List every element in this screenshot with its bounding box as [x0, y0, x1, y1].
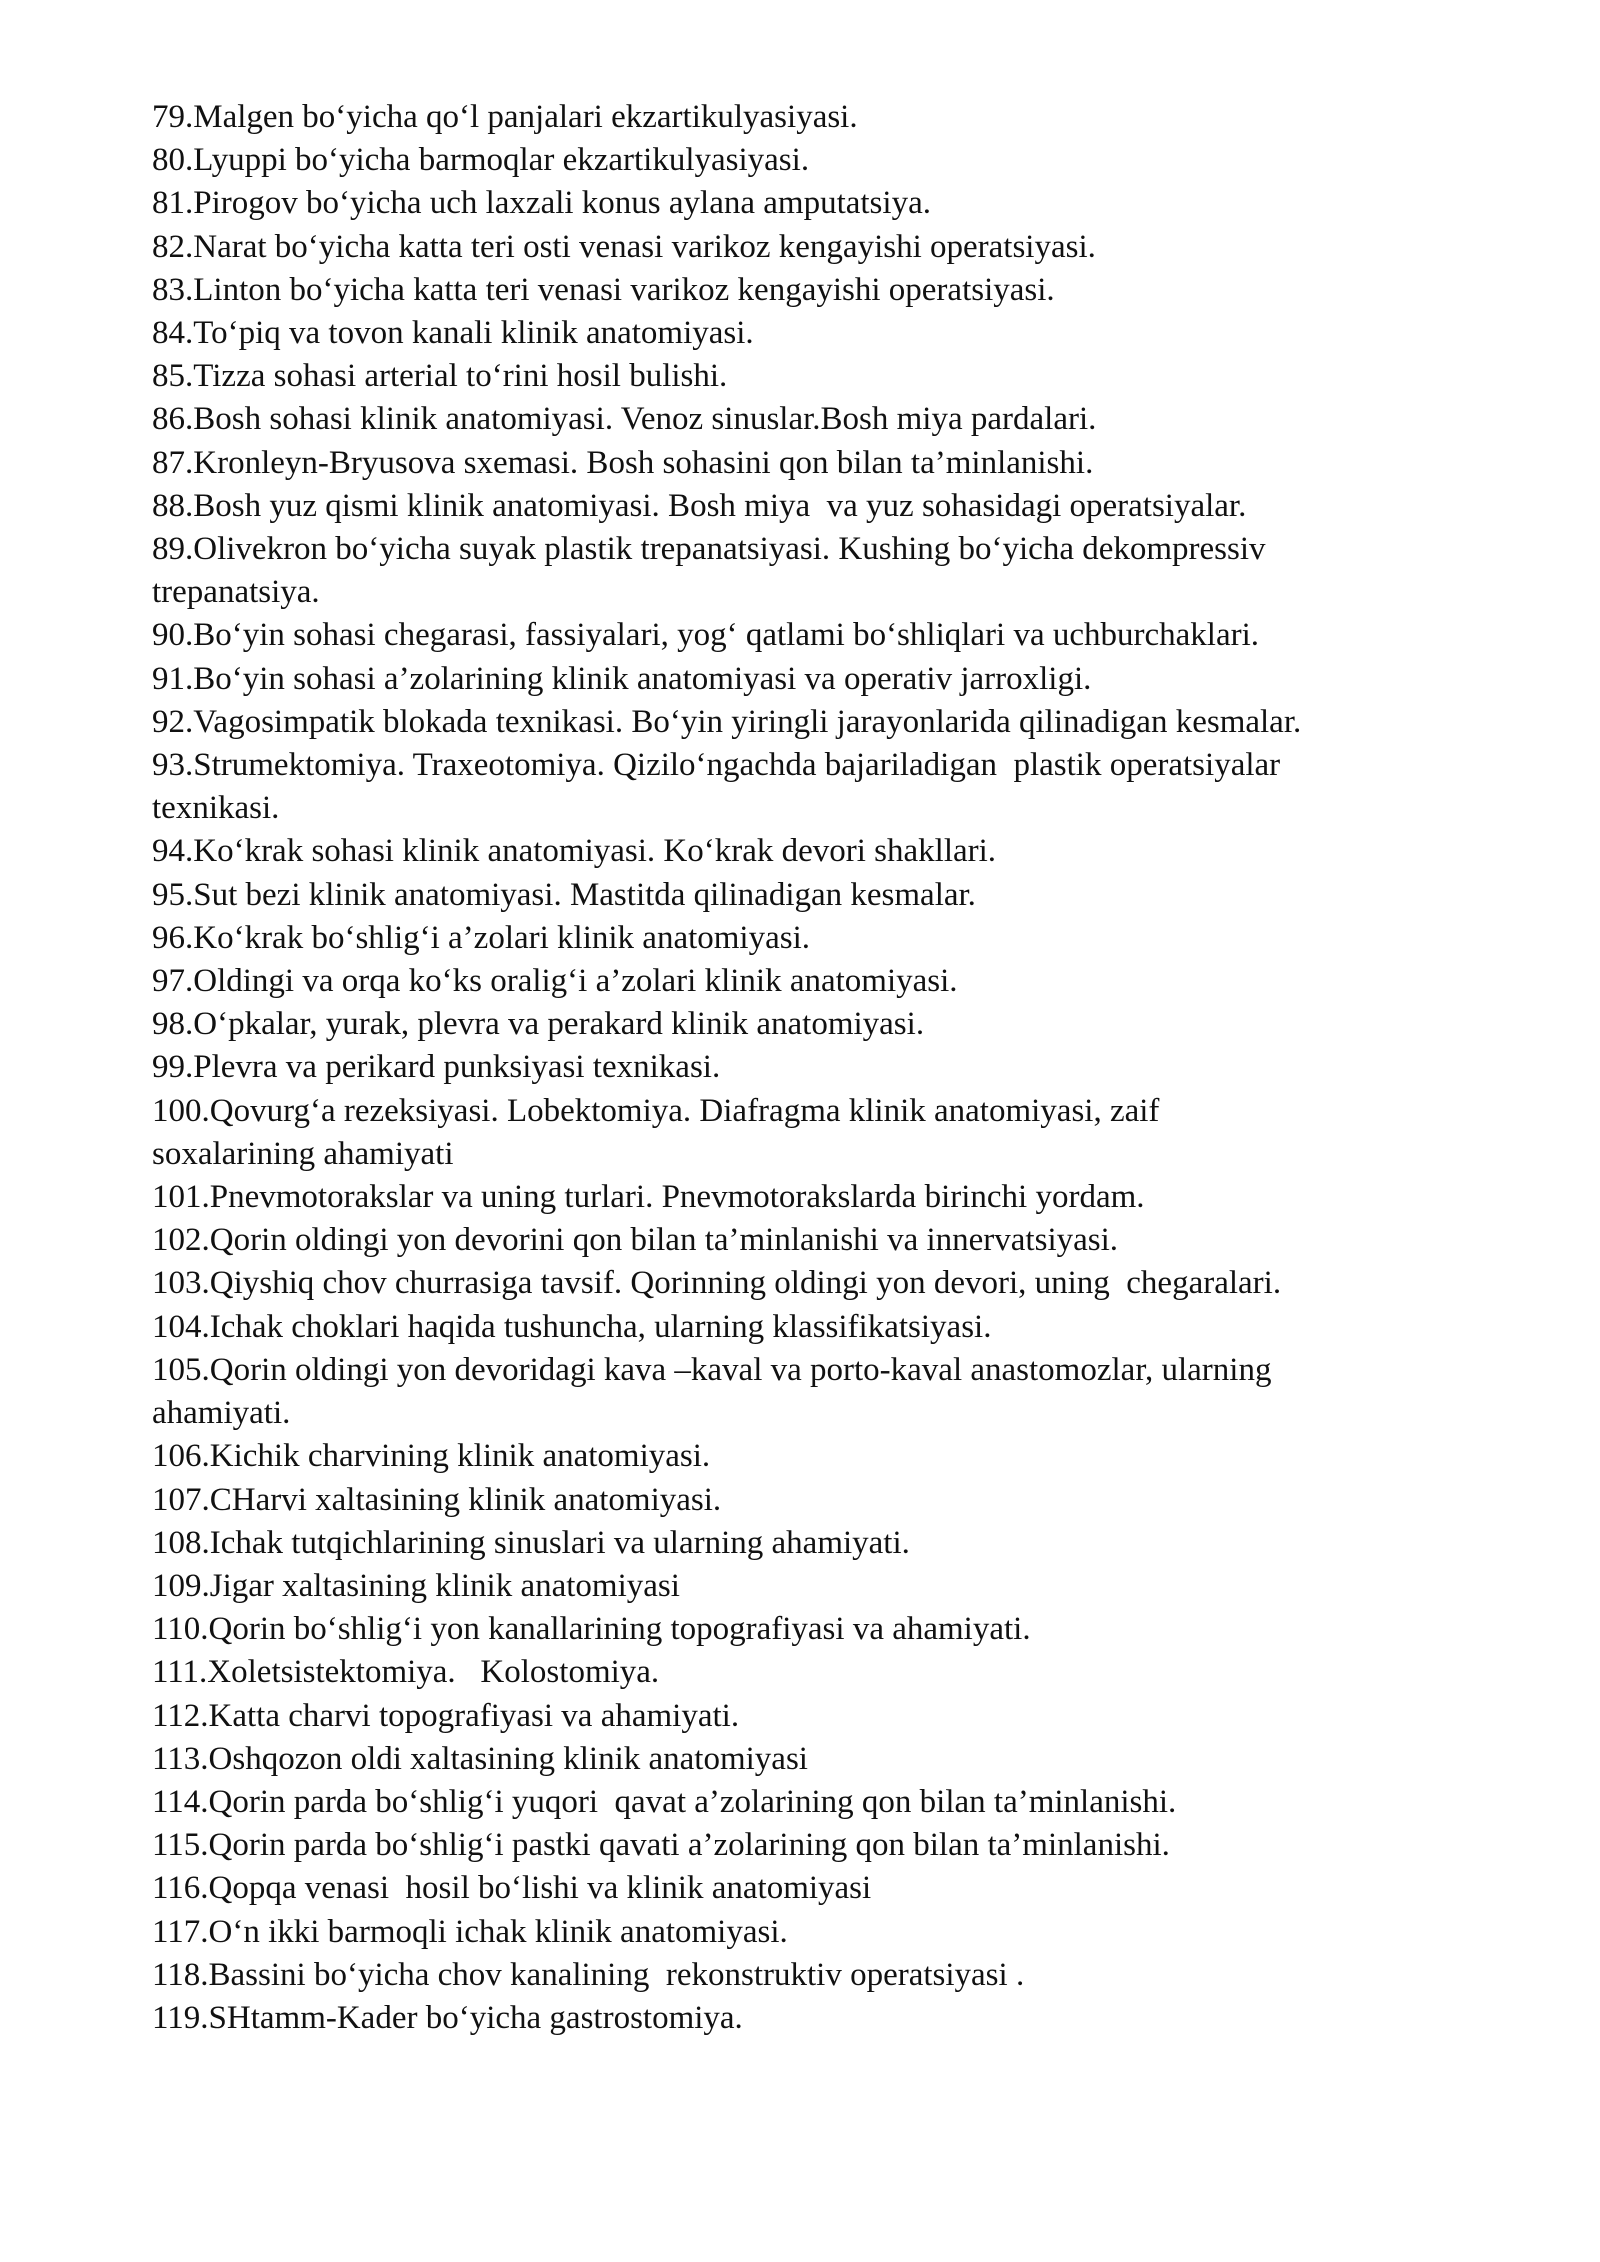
list-item [152, 355, 1482, 398]
list-item [152, 226, 1482, 269]
item-text: 89.Olivekron bo‘yicha suyak plastik trepanatsiyasi. Kushing bo‘yicha dekompressiv [152, 531, 1266, 568]
item-text: 116.Qopqa venasi hosil bo‘lishi va klinik anatomiyasi [152, 1870, 872, 1907]
item-text: 110.Qorin bo‘shlig‘i yon kanallarining topografiyasi va ahamiyati. [152, 1611, 1031, 1648]
item-text: 82.Narat bo‘yicha katta teri osti venasi varikoz kengayishi operatsiyasi. [152, 228, 1096, 265]
list-item [152, 1262, 1482, 1305]
item-text: 80.Lyuppi bo‘yicha barmoqlar ekzartikulyasiyasi. [152, 142, 810, 179]
item-text: 119.SHtamm-Kader bo‘yicha gastrostomiya. [152, 1999, 743, 2036]
list-item [152, 1522, 1482, 1565]
list-item [152, 658, 1482, 701]
list-item [152, 1824, 1482, 1867]
list-item [152, 442, 1482, 485]
item-text: 93.Strumektomiya. Traxeotomiya. Qizilo‘ngachda bajariladigan plastik operatsiyalar [152, 747, 1281, 784]
list-item [152, 312, 1482, 355]
item-text: 111.Xoletsistektomiya. Kolostomiya. [152, 1654, 660, 1691]
item-text: 88.Bosh yuz qismi klinik anatomiyasi. Bosh miya va yuz sohasidagi operatsiyalar. [152, 487, 1247, 524]
list-item [152, 1306, 1482, 1349]
item-text: 115.Qorin parda bo‘shlig‘i pastki qavati a’zolarining qon bilan ta’minlanishi. [152, 1827, 1170, 1864]
list-item [152, 182, 1482, 225]
item-text: 104.Ichak choklari haqida tushuncha, ularning klassifikatsiyasi. [152, 1308, 992, 1345]
item-text: 94.Ko‘krak sohasi klinik anatomiyasi. Ko‘krak devori shakllari. [152, 833, 997, 870]
item-text: 90.Bo‘yin sohasi chegarasi, fassiyalari, yog‘ qatlami bo‘shliqlari va uchburchaklari. [152, 617, 1260, 654]
list-item [152, 1090, 1482, 1176]
item-text-continuation: trepanatsiya. [152, 574, 320, 611]
item-text: 112.Katta charvi topografiyasi va ahamiyati. [152, 1697, 740, 1734]
item-text: 114.Qorin parda bo‘shlig‘i yuqori qavat a’zolarining qon bilan ta’minlanishi. [152, 1783, 1177, 1820]
item-text: 86.Bosh sohasi klinik anatomiyasi. Venoz sinuslar.Bosh miya pardalari. [152, 401, 1097, 438]
item-text: 91.Bo‘yin sohasi a’zolarining klinik anatomiyasi va operativ jarroxligi. [152, 660, 1092, 697]
list-item [152, 1608, 1482, 1651]
item-text: 92.Vagosimpatik blokada texnikasi. Bo‘yin yiringli jarayonlarida qilinadigan kesmalar. [152, 703, 1302, 740]
list-item [152, 1219, 1482, 1262]
item-text: 100.Qovurg‘a rezeksiyasi. Lobektomiya. Diafragma klinik anatomiyasi, zaif [152, 1092, 1160, 1129]
list-item [152, 1997, 1482, 2040]
item-text: 102.Qorin oldingi yon devorini qon bilan ta’minlanishi va innervatsiyasi. [152, 1222, 1119, 1259]
list-item [152, 917, 1482, 960]
list-item [152, 1046, 1482, 1089]
list-item [152, 960, 1482, 1003]
item-text: 108.Ichak tutqichlarining sinuslari va ularning ahamiyati. [152, 1524, 910, 1561]
list-item [152, 1651, 1482, 1694]
list-item [152, 139, 1482, 182]
list-item [152, 1954, 1482, 1997]
item-text: 95.Sut bezi klinik anatomiyasi. Mastitda qilinadigan kesmalar. [152, 876, 976, 913]
list-item [152, 528, 1482, 614]
list-item [152, 96, 1482, 139]
item-text: 99.Plevra va perikard punksiyasi texnikasi. [152, 1049, 721, 1086]
item-text: 103.Qiyshiq chov churrasiga tavsif. Qorinning oldingi yon devori, uning chegaralari. [152, 1265, 1282, 1302]
item-text-continuation: soxalarining ahamiyati [152, 1135, 454, 1172]
item-text: 81.Pirogov bo‘yicha uch laxzali konus aylana amputatsiya. [152, 185, 931, 222]
list-item [152, 874, 1482, 917]
list-item [152, 1867, 1482, 1910]
item-text: 107.CHarvi xaltasining klinik anatomiyasi. [152, 1481, 722, 1518]
list-item [152, 269, 1482, 312]
list-item [152, 1911, 1482, 1954]
list-item [152, 1479, 1482, 1522]
list-item [152, 744, 1482, 830]
item-text: 109.Jigar xaltasining klinik anatomiyasi [152, 1567, 680, 1604]
item-text: 106.Kichik charvining klinik anatomiyasi. [152, 1438, 711, 1475]
list-item [152, 1349, 1482, 1435]
list-item [152, 1003, 1482, 1046]
list-item [152, 1176, 1482, 1219]
list-item [152, 830, 1482, 873]
item-text: 105.Qorin oldingi yon devoridagi kava –kaval va porto-kaval anastomozlar, ularning [152, 1351, 1272, 1388]
item-text: 84.To‘piq va tovon kanali klinik anatomiyasi. [152, 315, 754, 352]
item-text: 96.Ko‘krak bo‘shlig‘i a’zolari klinik anatomiyasi. [152, 919, 811, 956]
list-item [152, 1565, 1482, 1608]
item-text: 97.Oldingi va orqa ko‘ks oralig‘i a’zolari klinik anatomiyasi. [152, 963, 958, 1000]
item-text: 87.Kronleyn-Bryusova sxemasi. Bosh sohasini qon bilan ta’minlanishi. [152, 444, 1094, 481]
list-item [152, 1738, 1482, 1781]
item-text: 118.Bassini bo‘yicha chov kanalining rekonstruktiv operatsiyasi . [152, 1956, 1025, 1993]
item-text: 79.Malgen bo‘yicha qo‘l panjalari ekzartikulyasiyasi. [152, 99, 858, 135]
item-text: 83.Linton bo‘yicha katta teri venasi varikoz kengayishi operatsiyasi. [152, 271, 1055, 308]
item-text-continuation: ahamiyati. [152, 1395, 291, 1432]
list-item [152, 398, 1482, 441]
item-text-continuation: texnikasi. [152, 790, 280, 827]
list-item [152, 614, 1482, 657]
list-item [152, 485, 1482, 528]
item-text: 98.O‘pkalar, yurak, plevra va perakard klinik anatomiyasi. [152, 1006, 925, 1043]
item-text: 85.Tizza sohasi arterial to‘rini hosil bulishi. [152, 358, 728, 395]
item-text: 101.Pnevmotorakslar va uning turlari. Pnevmotorakslarda birinchi yordam. [152, 1179, 1145, 1216]
item-text: 117.O‘n ikki barmoqli ichak klinik anatomiyasi. [152, 1913, 788, 1950]
list-item [152, 1781, 1482, 1824]
document-page [152, 96, 1482, 2040]
list-item [152, 701, 1482, 744]
item-text: 113.Oshqozon oldi xaltasining klinik anatomiyasi [152, 1740, 808, 1777]
list-item [152, 1435, 1482, 1478]
list-item [152, 1695, 1482, 1738]
